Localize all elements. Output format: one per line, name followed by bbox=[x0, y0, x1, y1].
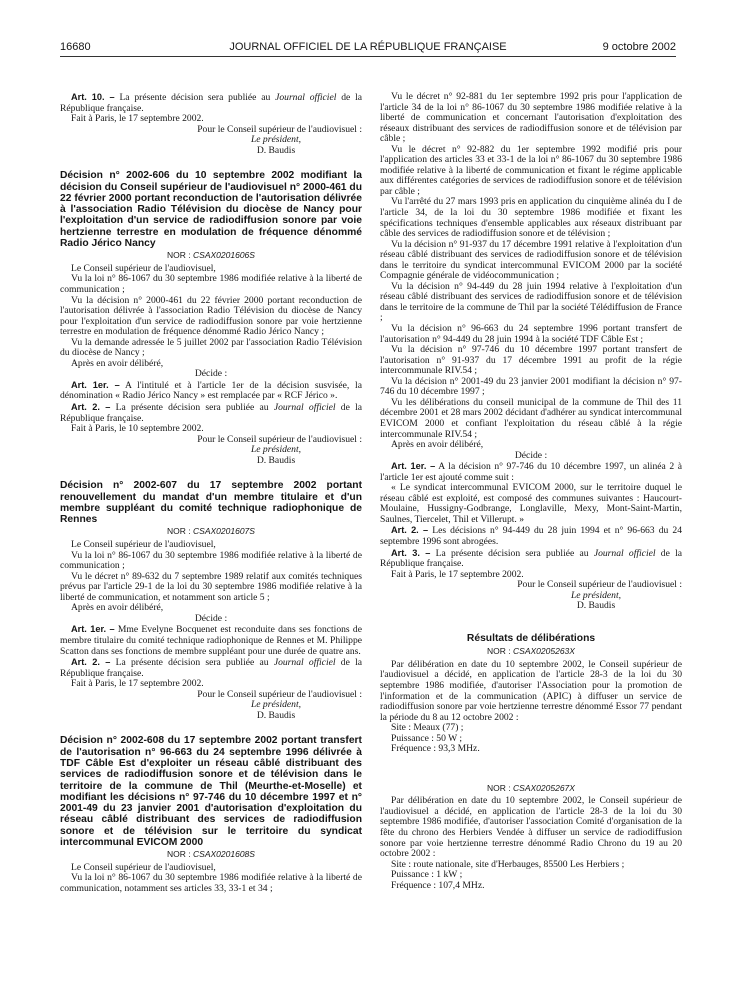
results-deliberation-1: Par délibération en date du 10 septembre 2002, le Conseil supérieur de l'audiovisuel a décidé, en application de l'article 28-3 de la loi du 30 septembre 1986 modifiée, d'autoriser l'Association pour la promotion de l'information et de la communication (APIC) à diffuser un service de radiodiffusion sonore par voie hertzienne terrestre dénommé Essor 77 pendant la période du 8 au 12 octobre 2002 : bbox=[380, 658, 682, 723]
decision-608-vu-94-449: Vu la décision n° 94-449 du 28 juin 1994 relative à l'exploitation d'un réseau câblé distribuant des services de radiodiffusion sonore et de télévision dans le territoire de la commune de Thil par la société Télédiffusion de France ; bbox=[380, 280, 682, 324]
results-frequency-1: Fréquence : 93,3 MHz. bbox=[391, 743, 480, 755]
journal-title: JOURNAL OFFICIEL DE LA RÉPUBLIQUE FRANÇAISE bbox=[229, 41, 507, 53]
nor-608: NOR : CSAX0201608S bbox=[167, 849, 255, 860]
decision-606-art1: Art. 1er. – A l'intitulé et à l'article 1er de la décision susvisée, la dénomination « Radio Jérico Nancy » est remplacée par « RCF Jérico ». bbox=[60, 379, 362, 402]
decision-608-art1: Art. 1er. – A la décision n° 97-746 du 10 décembre 1997, un alinéa 2 à l'article 1er est ajouté comme suit : bbox=[380, 461, 682, 483]
right-column bbox=[380, 92, 682, 891]
decide-608: Décide : bbox=[514, 449, 548, 461]
decision-608-art2: Art. 2. – Les décisions n° 94-449 du 28 juin 1994 et n° 96-663 du 24 septembre 1996 sont abrogées. bbox=[380, 525, 682, 547]
journal-page bbox=[60, 38, 682, 983]
decision-608-quote: « Le syndicat intercommunal EVICOM 2000, sur le territoire duquel le réseau câblé est exploité, est composé des communes suivantes : Haucourt-Moulaine, Hussigny-Godbrange, Longlaville, Mexy, Mont-Saint-Martin, Saulnes, Tiercelet, Thil et Villerupt. » bbox=[380, 482, 682, 525]
decision-608-p1: Le Conseil supérieur de l'audiovisuel, bbox=[71, 861, 216, 873]
decision-607-art1: Art. 1er. – Mme Evelyne Bocquenet est reconduite dans ses fonctions de membre titulaire du comité technique radiophonique de Rennes et M. Philippe Scatton dans ses fonctions de membre suppléant pour une durée de quatre ans. bbox=[60, 624, 362, 657]
decision-608-title: Décision n° 2002-608 du 17 septembre 2002 portant transfert de l'autorisation n° 96-663 du 24 septembre 1996 délivrée à TDF Câble Est d'exploiter un réseau câblé distribuant des services de radiodiffusion sonore et de télévision dans le territoire de la commune de Thil (Meurthe-et-Moselle) et modifiant les décisions n° 97-746 du 10 décembre 1997 et n° 2001-49 du 23 janvier 2001 d'autorisation d'exploitation du réseau câblé distribuant des services de radiodiffusion sonore et de télévision sur le territoire du syndicat intercommunal EVICOM 2000 bbox=[60, 735, 362, 848]
decision-606-p2: Vu la loi n° 86-1067 du 30 septembre 1986 modifiée relative à la liberté de communication ; bbox=[60, 273, 362, 295]
decision-608-signatory: D. Baudis bbox=[576, 600, 616, 612]
nor-results-1: NOR : CSAX0205263X bbox=[487, 646, 575, 657]
decision-607-signature-for: Pour le Conseil supérieur de l'audiovisuel : bbox=[197, 688, 362, 700]
decision-606-signature-for: Pour le Conseil supérieur de l'audiovisuel : bbox=[197, 433, 362, 445]
results-site-1: Site : Meaux (77) ; bbox=[391, 722, 464, 734]
decision-607-p3: Vu le décret n° 89-632 du 7 septembre 1989 relatif aux comités techniques prévus par l'article 29-1 de la loi du 30 septembre 1986 modifiée relative à la liberté de communication, et notamment son article 5 ; bbox=[60, 570, 362, 603]
results-frequency-2: Fréquence : 107,4 MHz. bbox=[391, 879, 485, 891]
decision-608-vu-97-746: Vu la décision n° 97-746 du 10 décembre 1997 portant transfert de l'autorisation n° 91-937 du 17 décembre 1991 au profit de la régie intercommunale RIV.54 ; bbox=[380, 344, 682, 377]
decision-606-signature-title: Le président, bbox=[250, 444, 302, 456]
decision-607-signatory: D. Baudis bbox=[256, 709, 296, 721]
decision-608-vu-deliberations: Vu les délibérations du conseil municipal de la commune de Thil des 11 décembre 2001 et 28 mars 2002 décidant d'adhérer au syndicat intercommunal EVICOM 2000 et confiant l'exploitation du réseau câblé à la régie intercommunale RIV.54 ; bbox=[380, 396, 682, 440]
left-column bbox=[60, 92, 362, 894]
decision-606-title: Décision n° 2002-606 du 10 septembre 2002 modifiant la décision du Conseil supérieur de l'audiovisuel n° 2000-461 du 22 février 2000 portant reconduction de l'autorisation délivrée à l'association Radio Télévision du diocèse de Nancy pour l'exploitation d'un service de radiodiffusion sonore par voie hertzienne terrestre en modulation de fréquence dénommé Radio Jérico Nancy bbox=[60, 170, 362, 250]
decision-608-art3: Art. 3. – La présente décision sera publiée au Journal officiel de la République française. bbox=[380, 547, 682, 570]
decision-606-p4: Vu la demande adressée le 5 juillet 2002 par l'association Radio Télévision du diocèse de Nancy ; bbox=[60, 336, 362, 359]
nor-606: NOR : CSAX0201606S bbox=[167, 250, 255, 261]
page-number: 16680 bbox=[60, 41, 91, 53]
decision-608-signature-title: Le président, bbox=[570, 589, 622, 601]
decision-606-fait: Fait à Paris, le 10 septembre 2002. bbox=[71, 423, 204, 435]
decision-606-p5: Après en avoir délibéré, bbox=[71, 357, 164, 369]
fait-line: Fait à Paris, le 17 septembre 2002. bbox=[71, 113, 204, 125]
decision-607-p1: Le Conseil supérieur de l'audiovisuel, bbox=[71, 539, 216, 551]
decision-606-art2: Art. 2. – La présente décision sera publiée au Journal officiel de la République française. bbox=[60, 402, 362, 424]
decision-606-p1: Le Conseil supérieur de l'audiovisuel, bbox=[71, 262, 216, 274]
results-deliberation-2: Par délibération en date du 10 septembre 2002, le Conseil supérieur de l'audiovisuel a décidé, en application de l'article 28-3 de la loi du 30 septembre 1986 modifiée, d'autoriser l'association Comité d'organisation de la fête du chrono des Herbiers Vendée à diffuser un service de radiodiffusion sonore par voie hertzienne terrestre dénommé Radio Chrono du 19 au 20 octobre 2002 : bbox=[380, 795, 682, 860]
decision-606-signatory: D. Baudis bbox=[256, 454, 296, 466]
decision-607-signature-title: Le président, bbox=[250, 699, 302, 711]
decision-607-p4: Après en avoir délibéré, bbox=[71, 602, 164, 614]
decision-608-apres: Après en avoir délibéré, bbox=[391, 439, 484, 451]
decision-608-p2: Vu la loi n° 86-1067 du 30 septembre 1986 modifiée relative à la liberté de communication, notamment ses articles 33, 33-1 et 34 ; bbox=[60, 872, 362, 894]
nor-607: NOR : CSAX0201607S bbox=[167, 526, 255, 537]
issue-date: 9 octobre 2002 bbox=[602, 41, 676, 53]
decision-608-vu-decret-92-882: Vu le décret n° 92-882 du 1er septembre 1992 modifié pris pour l'application des articles 33 et 33-1 de la loi n° 86-1067 du 30 septembre 1986 modifiée relative à la liberté de communication et fixant le régime applicable aux différentes catégories de services de radiodiffusion sonore et de télévision par câble ; bbox=[380, 143, 682, 197]
decision-606-p3: Vu la décision n° 2000-461 du 22 février 2000 portant reconduction de l'autorisation délivrée à l'association Radio Télévision du diocèse de Nancy pour l'exploitation d'un service de radiodiffusion sonore par voie hertzienne terrestre en modulation de fréquence dénommé Radio Jérico Nancy ; bbox=[60, 294, 362, 338]
results-power-1: Puissance : 50 W ; bbox=[391, 732, 463, 744]
nor-results-2: NOR : CSAX0205267X bbox=[487, 782, 575, 793]
decision-607-fait: Fait à Paris, le 17 septembre 2002. bbox=[71, 678, 204, 690]
decision-608-vu-arrete: Vu l'arrêté du 27 mars 1993 pris en application du cinquième alinéa du I de l'article 34, de la loi du 30 septembre 1986 modifiée et fixant les spécifications techniques d'ensemble applicables aux réseaux distribuant par câble des services de radiodiffusion sonore et de télévision ; bbox=[380, 196, 682, 240]
article-10: Art. 10. – La présente décision sera publiée au Journal officiel de la République française. bbox=[60, 92, 362, 114]
signature-for: Pour le Conseil supérieur de l'audiovisuel : bbox=[197, 123, 362, 135]
results-power-2: Puissance : 1 kW ; bbox=[391, 869, 463, 881]
results-section-title: Résultats de délibérations bbox=[466, 632, 596, 644]
signatory-name: D. Baudis bbox=[256, 144, 296, 156]
decision-607-title: Décision n° 2002-607 du 17 septembre 2002 portant renouvellement du mandat d'un membre titulaire et d'un membre suppléant du comité technique radiophonique de Rennes bbox=[60, 480, 362, 526]
decision-608-vu-96-663: Vu la décision n° 96-663 du 24 septembre 1996 portant transfert de l'autorisation n° 94-449 du 28 juin 1994 à la société TDF Câble Est ; bbox=[380, 323, 682, 345]
results-site-2: Site : route nationale, site d'Herbauges, 85500 Les Herbiers ; bbox=[391, 858, 625, 870]
decision-607-p2: Vu la loi n° 86-1067 du 30 septembre 1986 modifiée relative à la liberté de communication ; bbox=[60, 549, 362, 572]
decision-608-fait: Fait à Paris, le 17 septembre 2002. bbox=[391, 568, 524, 580]
decision-608-vu-2001-49: Vu la décision n° 2001-49 du 23 janvier 2001 modifiant la décision n° 97-746 du 10 décembre 1997 ; bbox=[380, 375, 682, 398]
decision-608-vu-91-937: Vu la décision n° 91-937 du 17 décembre 1991 relative à l'exploitation d'un réseau câblé distribuant des services de radiodiffusion sonore et de télévision dans le territoire du syndicat intercommunal EVICOM 2000 par la société Compagnie générale de vidéocommunication ; bbox=[380, 238, 682, 282]
decision-607-art2: Art. 2. – La présente décision sera publiée au Journal officiel de la République française. bbox=[60, 657, 362, 679]
decide-607: Décide : bbox=[194, 612, 228, 624]
decision-608-signature-for: Pour le Conseil supérieur de l'audiovisuel : bbox=[517, 579, 682, 591]
signature-title: Le président, bbox=[250, 134, 302, 146]
running-header bbox=[60, 38, 676, 57]
decision-608-vu-decret-92-881: Vu le décret n° 92-881 du 1er septembre 1992 pris pour l'application de l'article 34 de la loi n° 86-1067 du 30 septembre 1986 modifiée relative à la liberté de communication et concernant l'autorisation d'exploitation des réseaux distribuant des services de radiodiffusion sonore et de télévision par câble ; bbox=[380, 91, 682, 145]
decide-606: Décide : bbox=[194, 368, 228, 380]
